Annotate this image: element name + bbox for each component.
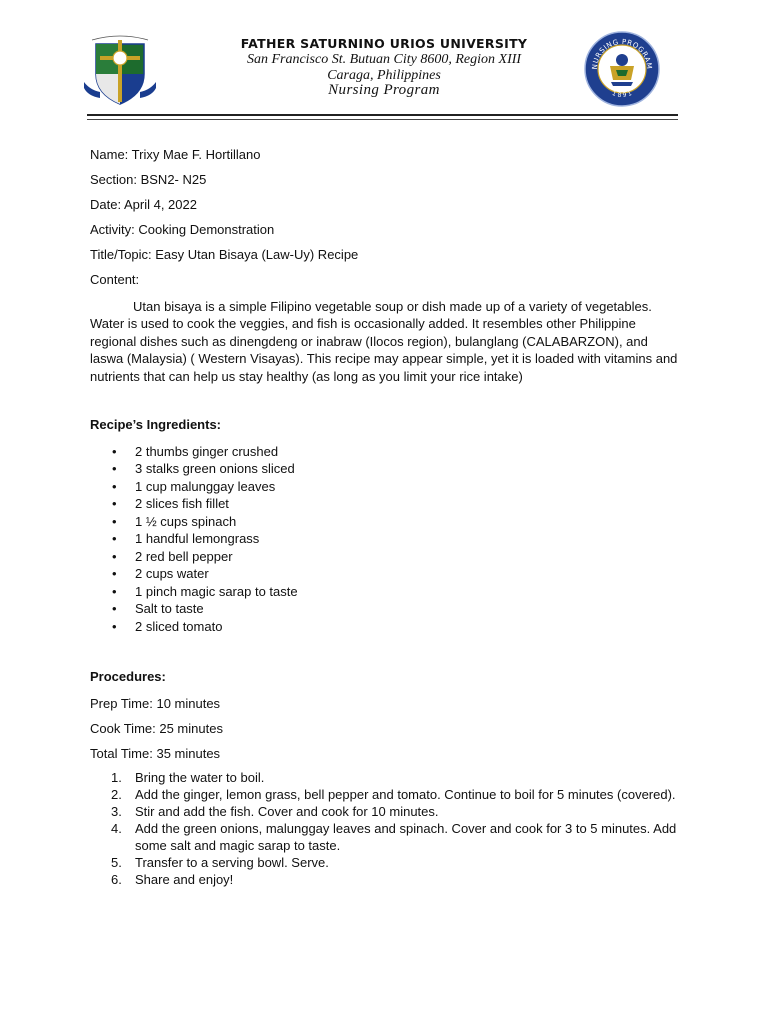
document-body	[90, 146, 690, 888]
university-address: San Francisco St. Butuan City 8600, Region XIII	[246, 52, 522, 67]
step-text: Add the ginger, lemon grass, bell pepper and tomato. Continue to boil for 5 minutes (covered).	[135, 787, 676, 802]
step-text: Add the green onions, malunggay leaves and spinach. Cover and cook for 3 to 5 minutes. Add some salt and magic sarap to taste.	[135, 821, 677, 853]
header-rule-thick	[87, 114, 678, 116]
prep-time: Prep Time: 10 minutes	[90, 695, 221, 711]
procedure-step	[90, 854, 690, 871]
list-item: • 1 handful lemongrass	[90, 530, 690, 548]
activity-line: Activity: Cooking Demonstration	[90, 222, 275, 237]
list-item: • 2 sliced tomato	[90, 618, 690, 636]
procedure-step	[90, 871, 690, 888]
seal-year-text: 1 8 9 1	[611, 90, 633, 100]
procedures-heading: Procedures:	[90, 669, 166, 684]
list-item: • 1 pinch magic sarap to taste	[90, 583, 690, 601]
step-number: 4.	[111, 821, 122, 836]
step-number: 5.	[111, 855, 122, 870]
list-item: • Salt to taste	[90, 600, 690, 618]
step-number: 3.	[111, 804, 122, 819]
ingredients-heading: Recipe’s Ingredients:	[90, 417, 221, 432]
svg-text:1 8 9 1	[611, 90, 633, 99]
cook-time: Cook Time: 25 minutes	[90, 720, 223, 736]
date-line: Date: April 4, 2022	[90, 197, 197, 212]
topic-line: Title/Topic: Easy Utan Bisaya (Law-Uy) Recipe	[90, 247, 359, 262]
step-number: 1.	[111, 770, 122, 785]
step-text: Transfer to a serving bowl. Serve.	[135, 855, 329, 870]
procedure-step	[90, 820, 690, 854]
step-text: Stir and add the fish. Cover and cook for 10 minutes.	[135, 804, 439, 819]
list-item: • 3 stalks green onions sliced	[90, 460, 690, 478]
seal-ring-text: NURSING PROGRAM	[590, 37, 654, 70]
header-rule-thin	[87, 119, 678, 120]
procedure-step	[90, 786, 690, 803]
step-text: Share and enjoy!	[135, 872, 234, 887]
university-region: Caraga, Philippines	[327, 68, 441, 83]
step-number: 2.	[111, 787, 122, 802]
content-paragraph: Utan bisaya is a simple Filipino vegetable soup or dish made up of a variety of vegetables. Water is used to cook the veggies, and fish is occasionally added. It resembles other Philippine regional dishes such as dinengdeng or inabraw (Ilocos region), bulanglang (CALABARZON), and laswa (Malaysia) ( Western Visayas). This recipe may appear simple, yet it is loaded with vitamins and nutrients that can help us stay healthy (as long as you limit your rice intake)	[90, 298, 678, 384]
procedure-steps	[90, 769, 690, 888]
section-line: Section: BSN2- N25	[90, 172, 207, 187]
letterhead	[0, 0, 768, 125]
content-label: Content:	[90, 272, 140, 287]
procedure-step	[90, 769, 690, 786]
list-item: • 2 slices fish fillet	[90, 495, 690, 513]
step-number: 6.	[111, 872, 122, 887]
step-text: Bring the water to boil.	[135, 770, 265, 785]
program-name: Nursing Program	[328, 82, 440, 98]
list-item: • 1 ½ cups spinach	[90, 513, 690, 531]
list-item: • 2 cups water	[90, 565, 690, 583]
procedure-step	[90, 803, 690, 820]
student-name: Name: Trixy Mae F. Hortillano	[90, 147, 261, 162]
nursing-program-seal-icon	[583, 30, 661, 108]
list-item: • 2 red bell pepper	[90, 548, 690, 566]
list-item: • 1 cup malunggay leaves	[90, 478, 690, 496]
ingredients-list	[90, 443, 690, 636]
list-item: • 2 thumbs ginger crushed	[90, 443, 690, 461]
total-time: Total Time: 35 minutes	[90, 745, 221, 761]
university-name: FATHER SATURNINO URIOS UNIVERSITY	[240, 36, 528, 51]
